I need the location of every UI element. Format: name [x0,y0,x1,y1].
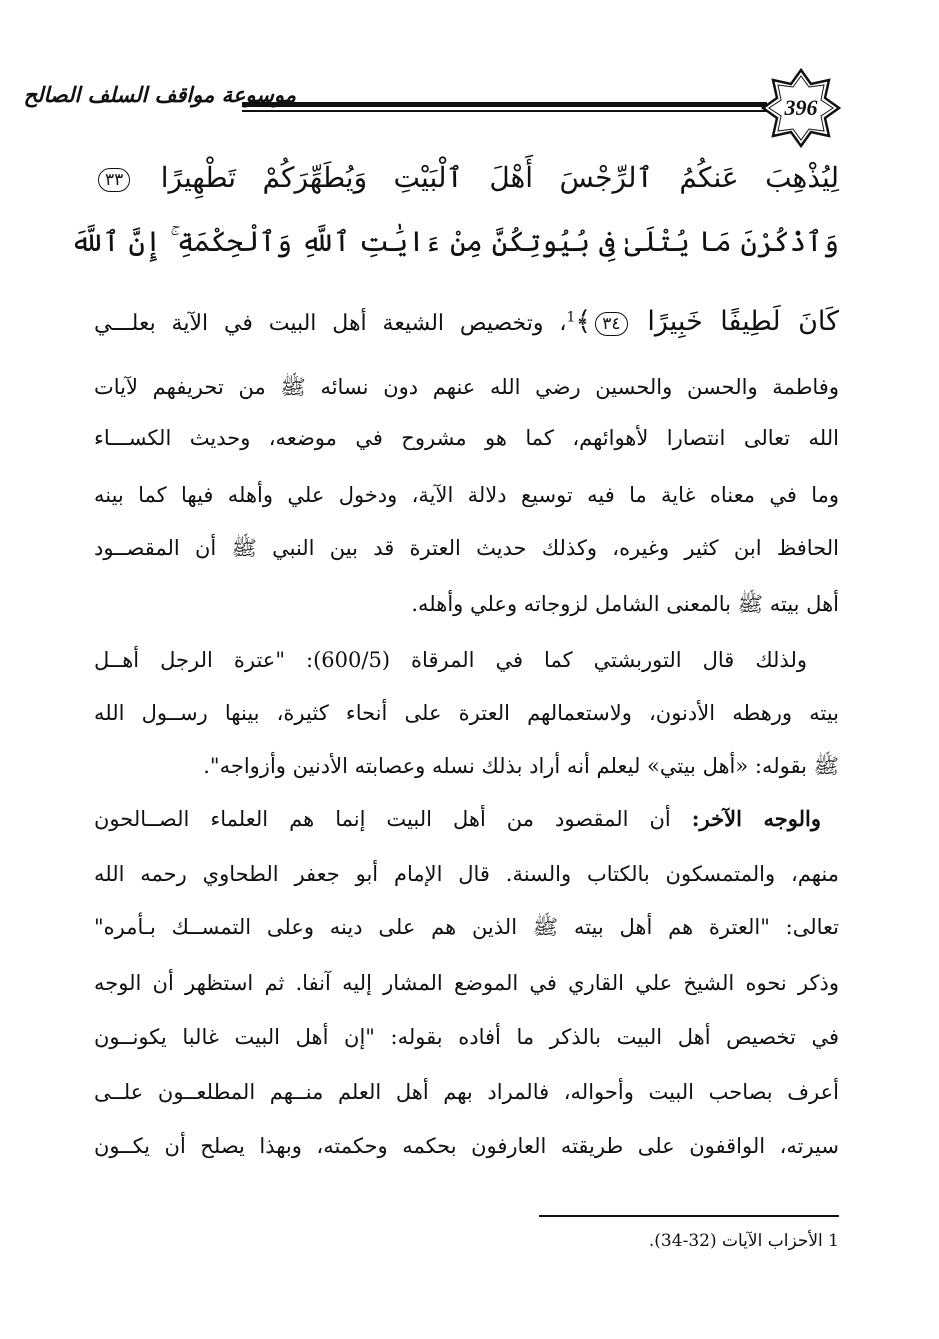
footnote-reference: 1 [566,309,576,326]
quran-text: وَٱذْكُرْنَ مَا يُتْلَىٰ فِى بُيُوتِكُنَّ مِنْ ءَايَٰتِ ٱللَّهِ وَٱلْحِكْمَةِ ۚ إِنَّ ٱللَّهَ [70,225,839,258]
book-title: موسوعة مواقف السلف الصالح [23,82,296,107]
body-text: ، وتخصيص الشيعة أهل البيت في الآية بعلـــي [94,311,567,336]
footnote-separator [539,1215,839,1217]
ayah-number-mark: ٣٤ [595,312,627,336]
footnote: 1 الأحزاب الآيات (32-34). [648,1231,839,1251]
text-line: أعرف بصاحب البيت وأحواله، فالمراد بهم أهل العلم منــهم المطلعــون علــى [94,1080,839,1104]
quran-text: كَانَ لَطِيفًا خَبِيرًا [647,306,839,337]
header-rule [242,102,767,114]
text-line: منهم، والمتمسكون بالكتاب والسنة. قال الإمام أبو جعفر الطحاوي رحمه الله [94,862,839,886]
quran-line-2 [70,212,839,272]
quran-close-bracket: ﴾ [575,306,592,337]
text-line: في تخصيص أهل البيت بالذكر ما أفاده بقوله: "إن أهل البيت غالبا يكونــون [94,1025,839,1049]
text-line-lead [94,795,821,843]
text-line: بيته ورهطه الأدنون، ولاستعمالهم العترة على أنحاء كثيرة، بينها رســول الله [94,701,839,725]
ayah-number-mark: ٣٣ [98,168,130,192]
text-line: الحافظ ابن كثير وغيره، وكذلك حديث العترة قد بين النبي ﷺ أن المقصــود [94,536,839,560]
text-line: سيرته، الواقفون على طريقته العارفون بحكمه وحكمته، وبهذا يصلح أن يكــون [94,1134,839,1158]
page-number-badge [761,68,841,148]
quran-line-3 [94,292,839,354]
text-line: تعالى: "العترة هم أهل بيته ﷺ الذين هم على دينه وعلى التمســك بـأمره" [94,915,839,939]
text-line: وذكر نحوه الشيخ علي القاري في الموضع المشار إليه آنفا. ثم استظهر أن الوجه [94,971,839,995]
quran-text: لِيُذْهِبَ عَنكُمُ ٱلرِّجْسَ أَهْلَ ٱلْبَيْتِ وَيُطَهِّرَكُمْ تَطْهِيرًا [160,161,840,194]
body-text: أن المقصود من أهل البيت إنما هم العلماء الصــالحون [94,807,692,831]
page-header [23,68,841,148]
section-lead-bold: والوجه الآخر: [691,806,822,831]
text-line: أهل بيته ﷺ بالمعنى الشامل لزوجاته وعلي وأهله. [411,592,839,616]
text-line: ﷺ بقوله: «أهل بيتي» ليعلم أنه أراد بذلك نسله وعصابته الأدنين وأزواجه". [203,754,839,778]
quran-line-1 [94,148,839,208]
text-line: وفاطمة والحسن والحسين رضي الله عنهم دون نسائه ﷺ من تحريفهم لآيات [94,375,839,399]
text-line: وما في معناه غاية ما فيه توسيع دلالة الآية، ودخول علي وأهله فيها كما بينه [94,483,839,507]
text-line: الله تعالى انتصارا لأهوائهم، كما هو مشروح في موضعه، وحديث الكســـاء [94,426,839,450]
text-line: ولذلك قال التوربشتي كما في المرقاة (600/5): "عترة الرجل أهــل [94,648,807,672]
page-number: 396 [784,95,818,120]
